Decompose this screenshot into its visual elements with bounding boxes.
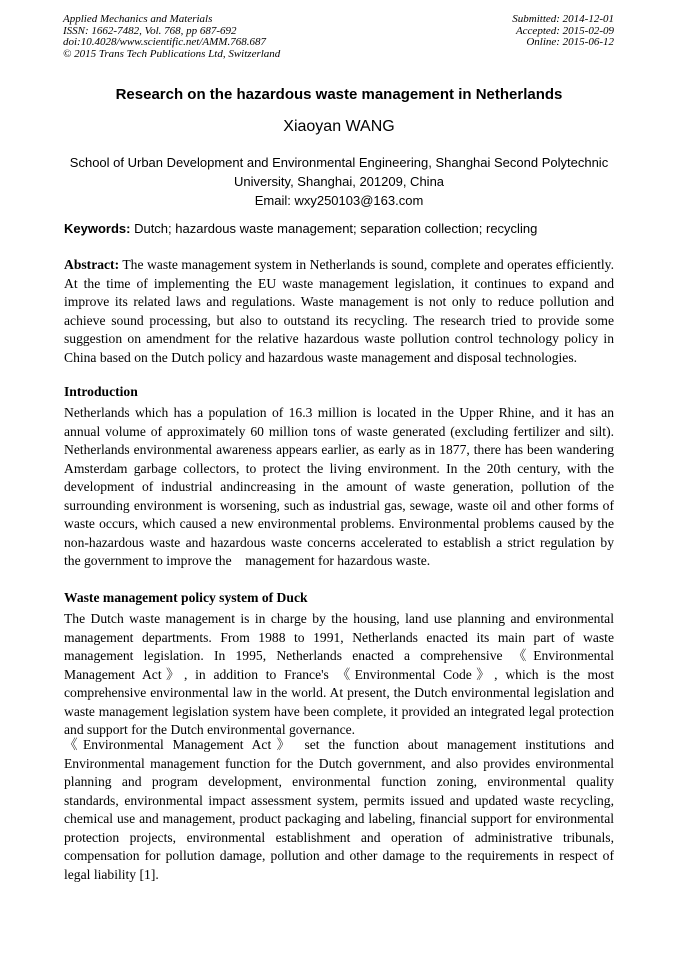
text-line: non-hazardous waste and hazardous waste concerns accelerated to establish a strict regulation by [64,534,614,550]
introduction-paragraph [64,404,614,571]
text-line: standards, environmental impact assessment system, permits issued and updated waste recycling, [64,792,614,808]
keywords-label: Keywords: [64,221,131,236]
policy-paragraph-1 [64,610,614,740]
section-heading-introduction: Introduction [64,384,138,399]
text-line: management departments. From 1988 to 1991, Netherlands enacted its main part of waste [64,629,614,645]
submitted-date: Submitted: 2014-12-01 [512,13,614,25]
keywords-text: Dutch; hazardous waste management; separation collection; recycling [130,221,538,236]
text-line: Netherlands environmental awareness appears earlier, as early as in 1877, there has been wandering [64,442,614,457]
text-line: Environmental management function for the Dutch government, and also provides environmental [64,755,614,771]
affiliation [0,153,678,191]
text-line: surrounding environment is worsening, such as industrial gas, sewage, waste oil and other forms of [64,497,614,513]
text-line: comprehensive environmental law in the world. At present, the Dutch environmental legislation and [64,685,614,700]
email: Email: wxy250103@163.com [254,193,424,208]
section-heading-policy: Waste management policy system of Duck [64,590,308,605]
affiliation-line: University, Shanghai, 201209, China [233,174,445,189]
text-line: Amsterdam garbage collectors, to protect the living environment. In the 20th century, with the [64,460,614,476]
journal-name: Applied Mechanics and Materials [63,13,213,25]
paper-title: Research on the hazardous waste management in Netherlands [115,86,563,103]
text-line: The Dutch waste management is in charge by the housing, land use planning and environmental [64,611,614,626]
text-line: suggestion on amendment for the relative hazardous waste pollution control technology policy in [64,331,614,346]
keywords [64,221,537,236]
journal-info [63,14,280,60]
text-line: the government to improve the management for hazardous waste. [64,553,431,568]
text-line: improve its related laws and regulations. Waste management is not only to reduce pollution and [64,294,614,309]
text-line: achieve sound processing, but also to outstand its recycling. The research tried to provide some [64,312,614,328]
copyright: © 2015 Trans Tech Publications Ltd, Switzerland [63,47,281,60]
abstract [64,256,614,367]
text-line: planning and program development, environmental function zoning, environmental quality [64,774,614,789]
policy-paragraph-2 [64,736,614,884]
text-line: 《Environmental Management Act》 set the function about management institutions and [64,737,614,752]
affiliation-line: School of Urban Development and Environmental Engineering, Shanghai Second Polytechnic [69,155,609,170]
text-line: annual volume of approximately 60 million tons of waste generated (excluding fertilizer and silt). [64,423,614,439]
abstract-label: Abstract: [64,257,120,272]
author: Xiaoyan WANG [283,118,395,135]
dates [512,14,614,49]
text-line: legal liability [1]. [64,866,159,882]
text-line: compensation for pollution damage, pollution and other damage to the requirements in respect of [64,848,614,863]
text-line: protection projects, environmental establishment and operation of administrative tribunals, [64,829,614,845]
text-line: waste management legislation system have been complete, it provided an integrated legal protection [64,703,614,719]
accepted-date: Accepted: 2015-02-09 [515,24,614,37]
text-line: chemical use and management, product packaging and labeling, financial support for environmental [64,811,614,826]
text-line: and support for the Dutch environmental governance. [64,722,356,737]
text-line: At the time of implementing the EU waste management legislation, it continues to expand and [64,275,614,291]
doi: doi:10.4028/www.scientific.net/AMM.768.687 [63,36,266,48]
online-date: Online: 2015-06-12 [526,36,614,48]
text-line: management legislation. In 1995, Netherlands enacted a comprehensive 《Environmental [64,648,614,663]
issn: ISSN: 1662-7482, Vol. 768, pp 687-692 [63,24,237,37]
text-line: China based on the Dutch policy and hazardous waste management and disposal technologies. [64,349,578,365]
text-line: The waste management system in Netherlands is sound, complete and operates efficiently. [119,257,614,272]
text-line: Netherlands which has a population of 16.3 million is located in the Upper Rhine, and it has an [64,405,614,420]
text-line: Management Act》, in addition to France's 《Environmental Code》, which is the most [64,666,614,682]
text-line: waste occurs, which caused a new environmental problems. Environmental problems caused by the [64,516,614,531]
text-line: development of industrial andincreasing in the amount of waste generation, pollution of the [64,479,614,494]
